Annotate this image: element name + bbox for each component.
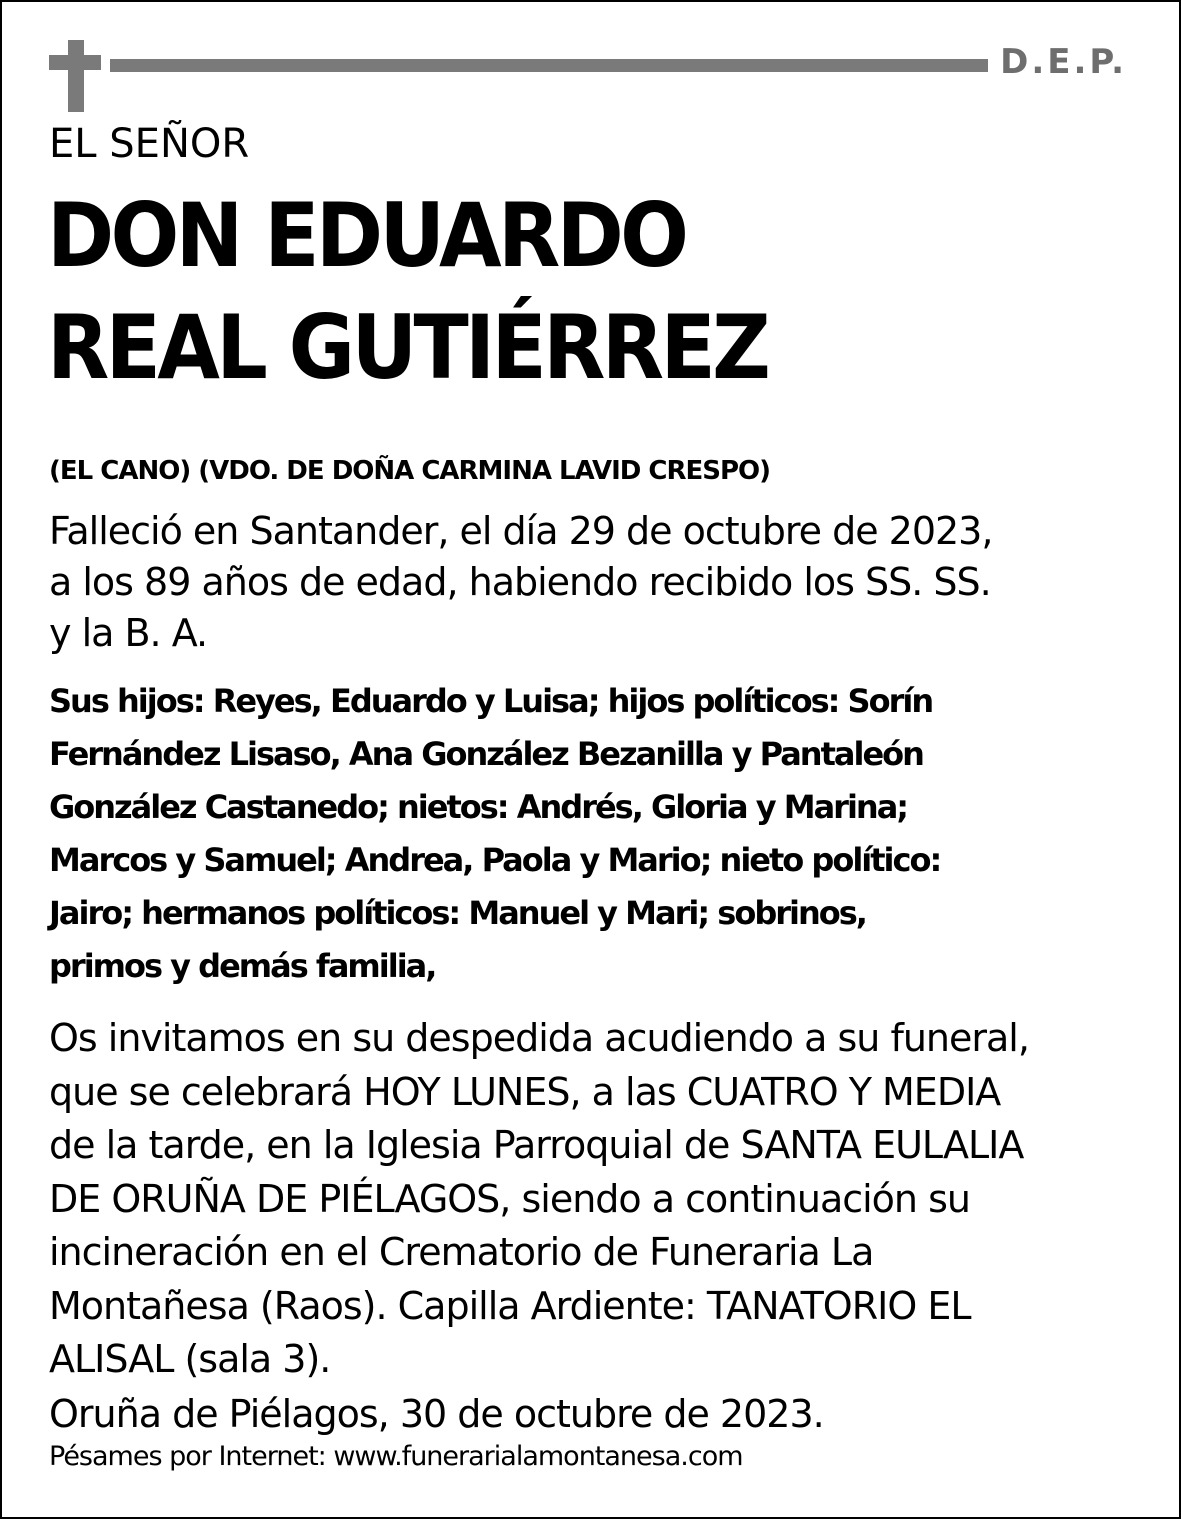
dep-label: D.E.P. [1000,42,1127,82]
deceased-name-line-2: REAL GUTIÉRREZ [47,296,768,399]
family-list [49,675,940,993]
death-notice-line: y la B. A. [49,611,208,655]
family-line: primos y demás familia, [49,947,436,985]
funeral-line: Os invitamos en su despedida acudiendo a su funeral, [49,1016,1029,1060]
funeral-line: de la tarde, en la Iglesia Parroquial de SANTA EULALIA [49,1123,1024,1167]
funeral-line: incineración en el Crematorio de Funeraria La [49,1230,874,1274]
family-line: Sus hijos: Reyes, Eduardo y Luisa; hijos políticos: Sorín [49,682,933,720]
death-notice-line: Falleció en Santander, el día 29 de octubre de 2023, [49,509,993,553]
family-line: Jairo; hermanos políticos: Manuel y Mari; sobrinos, [49,894,866,932]
deceased-alias: (EL CANO) (VDO. DE DOÑA CARMINA LAVID CRESPO) [49,456,771,486]
cross-horizontal-bar [49,55,101,70]
funeral-line: Montañesa (Raos). Capilla Ardiente: TANATORIO EL [49,1283,971,1328]
funeral-line: ALISAL (sala 3). [49,1337,331,1381]
death-notice-line: a los 89 años de edad, habiendo recibido los SS. SS. [49,560,991,604]
title-prefix: EL SEÑOR [49,121,250,167]
online-condolences-text: Pésames por Internet: www.funerarialamontanesa.com [49,1441,743,1472]
cross-icon [47,40,103,112]
family-line: González Castanedo; nietos: Andrés, Gloria y Marina; [49,788,908,826]
header-rule [110,59,988,72]
deceased-name-line-1: DON EDUARDO [47,184,686,287]
family-line: Marcos y Samuel; Andrea, Paola y Mario; nieto político: [49,841,941,879]
death-notice [49,506,992,659]
place-and-date: Oruña de Piélagos, 30 de octubre de 2023. [49,1392,824,1436]
funeral-line: DE ORUÑA DE PIÉLAGOS, siendo a continuación su [49,1176,970,1221]
funeral-line: que se celebrará HOY LUNES, a las CUATRO Y MEDIA [49,1069,1001,1114]
cross-vertical-bar [68,40,84,112]
funeral-details [49,1012,1029,1387]
family-line: Fernández Lisaso, Ana González Bezanilla y Pantaleón [49,735,923,773]
deceased-name [47,180,767,404]
